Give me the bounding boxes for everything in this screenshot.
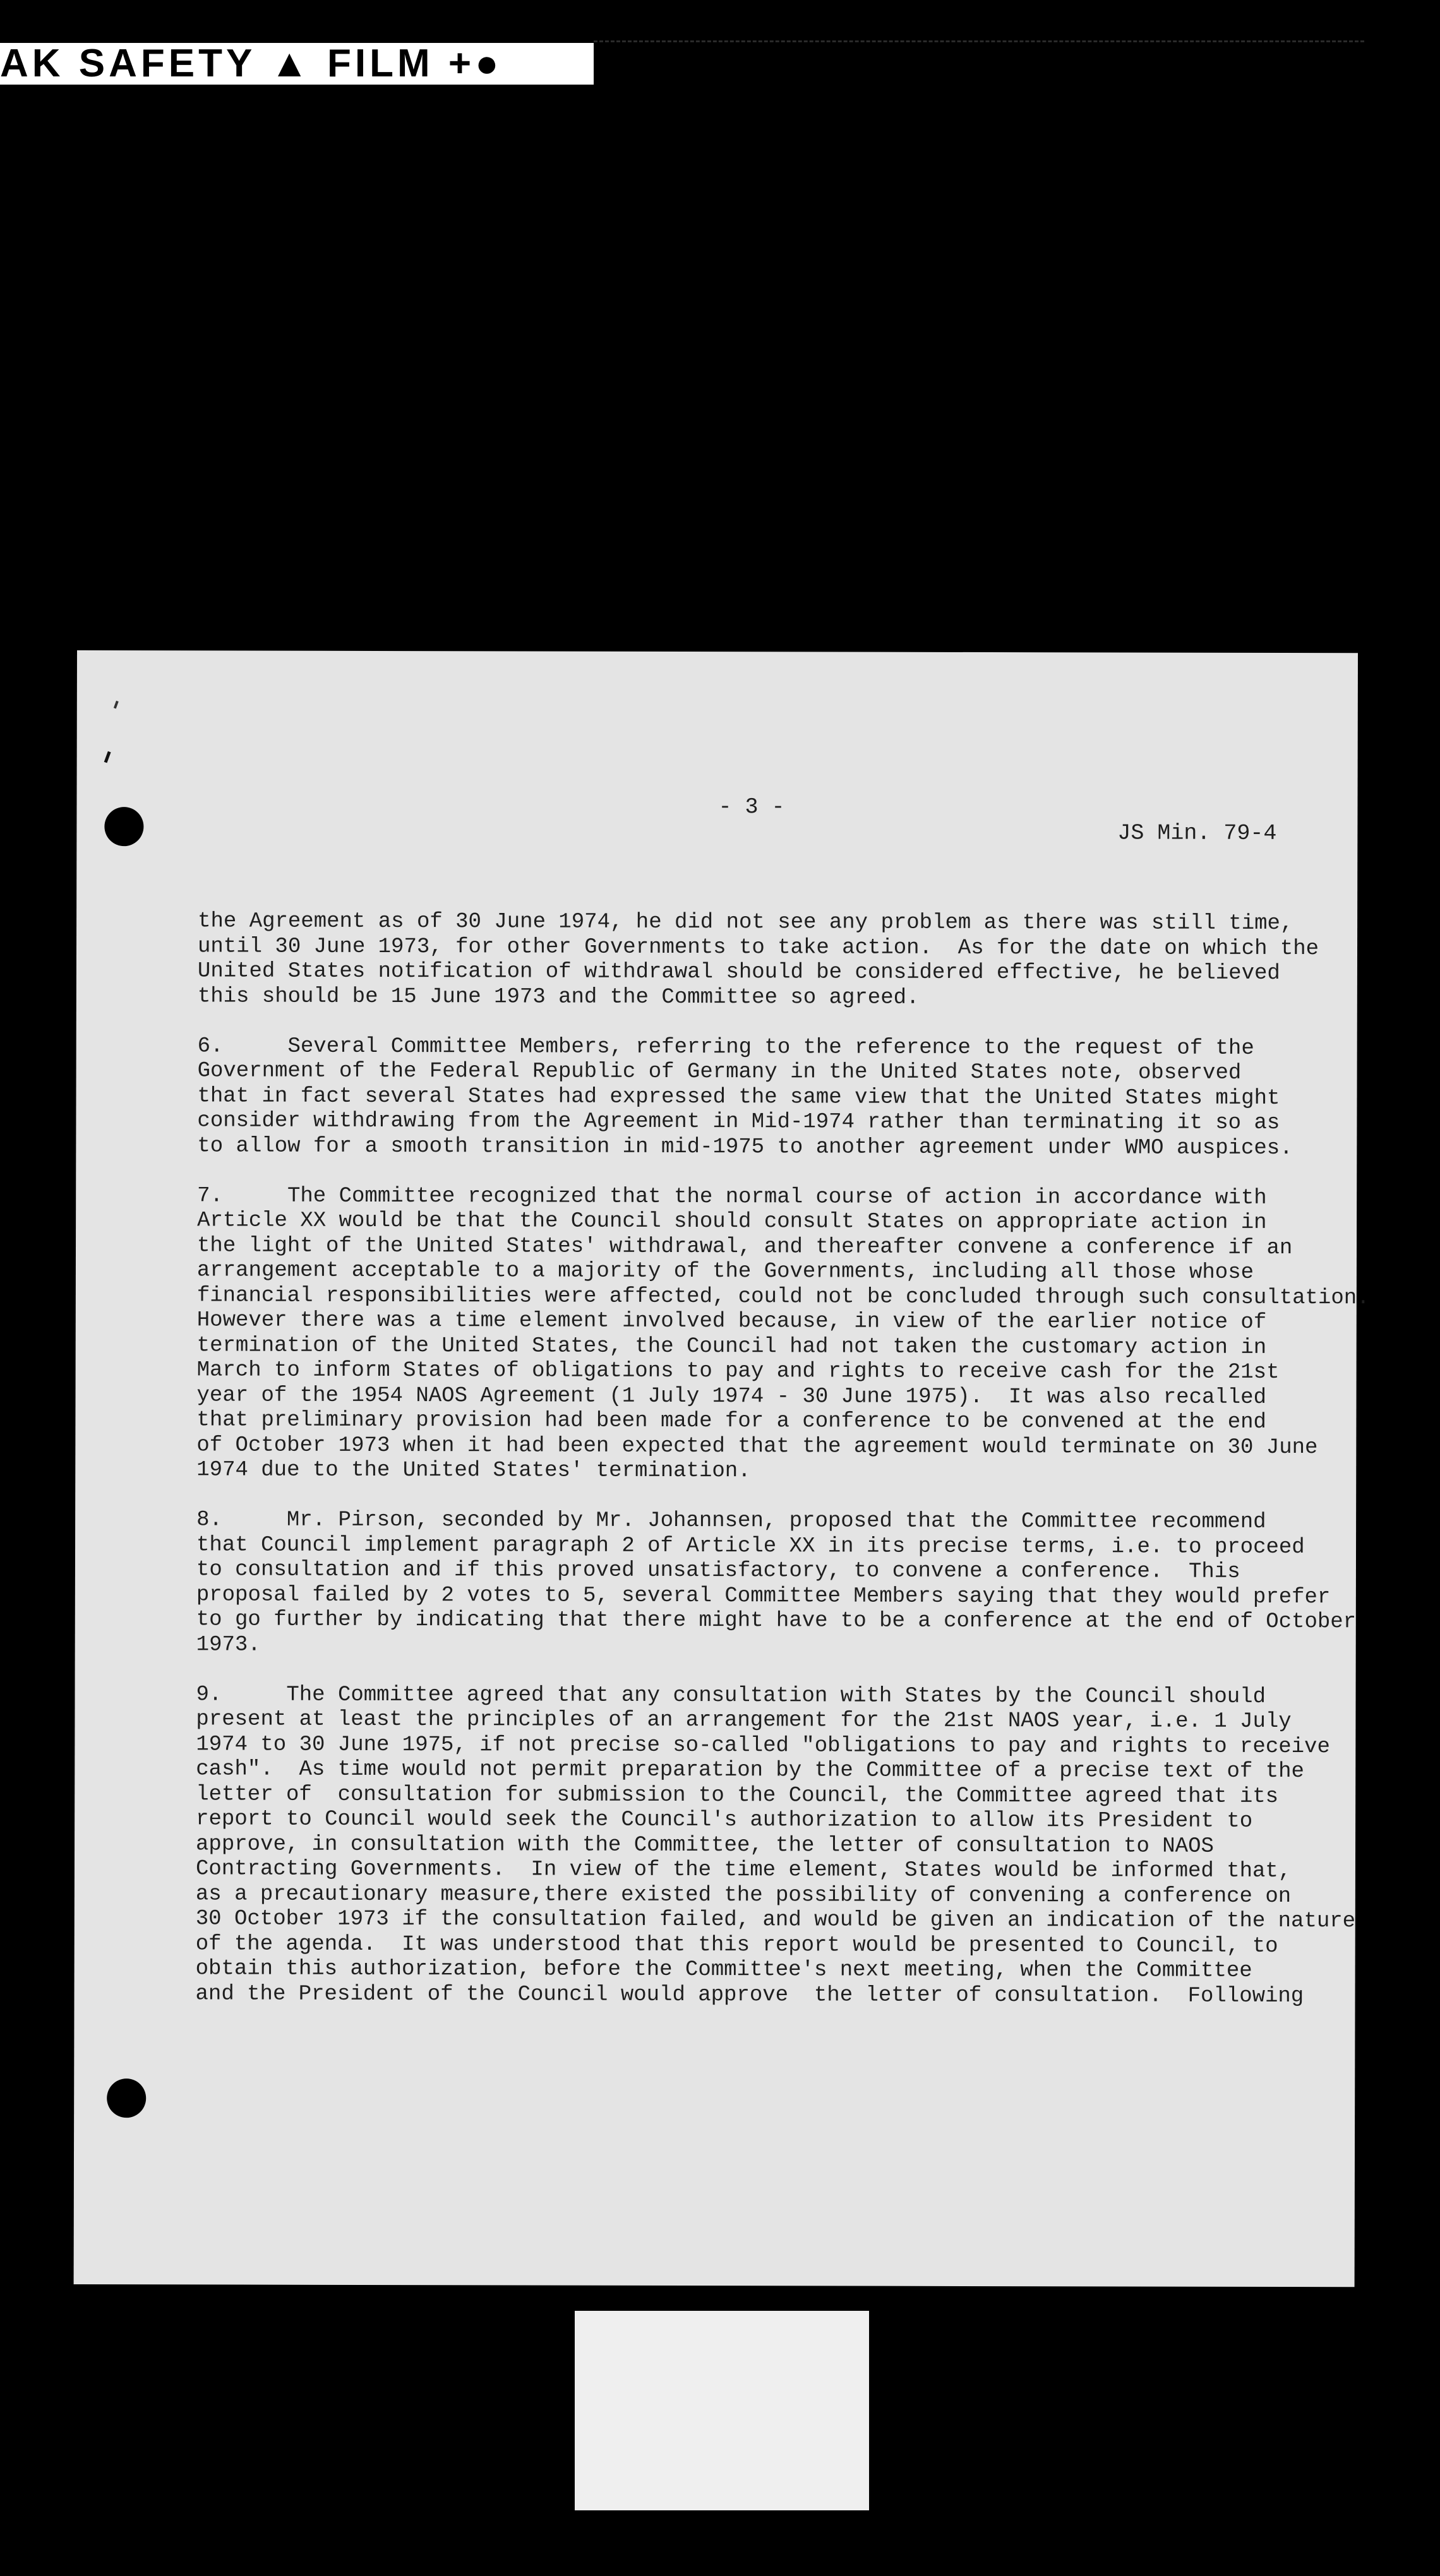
text-line: Article XX would be that the Council should consult States on appropriate action in: [197, 1208, 1267, 1235]
text-line: 30 October 1973 if the consultation failed, and would be given an indication of the nature: [195, 1907, 1356, 1934]
text-line: Government of the Federal Republic of Germany in the United States note, observed: [197, 1059, 1242, 1085]
page-header: [76, 768, 1357, 871]
text-line: March to inform States of obligations to pay and rights to receive cash for the 21st: [196, 1358, 1280, 1385]
text-line: this should be 15 June 1973 and the Committee so agreed.: [197, 984, 920, 1010]
document-page: [74, 650, 1370, 2287]
text-line: that Council implement paragraph 2 of Article XX in its precise terms, i.e. to proceed: [196, 1532, 1305, 1559]
document-body: [195, 909, 1370, 2034]
text-line: the light of the United States' withdrawal, and thereafter convene a conference if an: [196, 1233, 1293, 1260]
text-line: of the agenda. It was understood that this report would be presented to Council, to: [195, 1931, 1278, 1959]
text-line: that in fact several States had expressed the same view that the United States might: [197, 1083, 1280, 1111]
text-line: year of the 1954 NAOS Agreement (1 July 1974 - 30 June 1975). It was also recalled: [196, 1383, 1267, 1410]
scan-speck: [104, 751, 111, 763]
paragraph-7: [196, 1183, 1370, 1486]
text-line: 7. The Committee recognized that the normal course of action in accordance with: [197, 1183, 1267, 1210]
text-line: that preliminary provision had been made for a conference to be convened at the end: [196, 1408, 1266, 1434]
text-line: report to Council would seek the Council's authorization to allow its President to: [196, 1807, 1253, 1834]
punch-hole-bottom: [107, 2078, 146, 2118]
text-line: 1974 to 30 June 1975, if not precise so-called "obligations to pay and rights to receive: [196, 1732, 1330, 1759]
text-line: termination of the United States, the Council had not taken the customary action in: [196, 1333, 1267, 1360]
text-line: to go further by indicating that there might have to be a conference at the end of October: [196, 1607, 1357, 1635]
film-edge-marking: [0, 43, 594, 85]
text-line: arrangement acceptable to a majority of the Governments, including all those whose: [196, 1258, 1254, 1285]
text-line: present at least the principles of an arrangement for the 21st NAOS year, i.e. 1 July: [196, 1707, 1292, 1734]
film-perforation-line: [594, 40, 1364, 42]
text-line: financial responsibilities were affected, could not be concluded through such consultation.: [196, 1283, 1370, 1310]
text-line: and the President of the Council would approve the letter of consultation. Following: [195, 1981, 1304, 2008]
text-line: cash". As time would not permit preparation by the Committee of a precise text of the: [196, 1757, 1305, 1784]
text-line: the Agreement as of 30 June 1974, he did not see any problem as there was still time,: [198, 909, 1293, 936]
film-edge-text: AK SAFETY ▲ FILM +●: [0, 43, 503, 85]
text-line: approve, in consultation with the Committee, the letter of consultation to NAOS: [196, 1832, 1214, 1859]
paragraph-9: [195, 1682, 1356, 2009]
text-line: 6. Several Committee Members, referring to the reference to the request of the: [197, 1034, 1254, 1061]
paragraph-8: [196, 1508, 1357, 1660]
text-line: 8. Mr. Pirson, seconded by Mr. Johannsen, proposed that the Committee recommend: [196, 1508, 1266, 1534]
text-line: of October 1973 when it had been expected that the agreement would terminate on 30 June: [196, 1433, 1318, 1460]
text-line: 1974 due to the United States' termination.: [196, 1458, 751, 1484]
text-line: However there was a time element involved because, in view of the earlier notice of: [196, 1308, 1267, 1335]
text-line: to consultation and if this proved unsatisfactory, to convene a conference. This: [196, 1558, 1240, 1584]
text-line: to allow for a smooth transition in mid-1975 to another agreement under WMO auspices.: [197, 1133, 1293, 1160]
text-line: consider withdrawing from the Agreement in Mid-1974 rather than terminating it so as: [197, 1109, 1280, 1135]
text-line: as a precautionary measure,there existed the possibility of convening a conference on: [195, 1881, 1292, 1909]
text-line: 1973.: [196, 1632, 261, 1657]
blank-target-card: [575, 2311, 869, 2510]
text-line: 9. The Committee agreed that any consultation with States by the Council should: [196, 1682, 1266, 1709]
scan-speck: [114, 701, 119, 709]
paragraph-6: [197, 1034, 1347, 1161]
text-line: proposal failed by 2 votes to 5, several Committee Members saying that they would prefer: [196, 1582, 1331, 1609]
text-line: until 30 June 1973, for other Governments to take action. As for the date on which the: [197, 934, 1319, 961]
paragraph-continued: [198, 909, 1347, 1011]
text-line: United States notification of withdrawal should be considered effective, he believed: [197, 959, 1280, 986]
page-number: - 3 -: [718, 794, 785, 820]
document-reference: JS Min. 79-4: [1117, 820, 1277, 846]
text-line: letter of consultation for submission to the Council, the Committee agreed that its: [196, 1782, 1279, 1809]
text-line: obtain this authorization, before the Committee's next meeting, when the Committee: [195, 1957, 1252, 1983]
text-line: Contracting Governments. In view of the time element, States would be informed that,: [195, 1857, 1292, 1884]
